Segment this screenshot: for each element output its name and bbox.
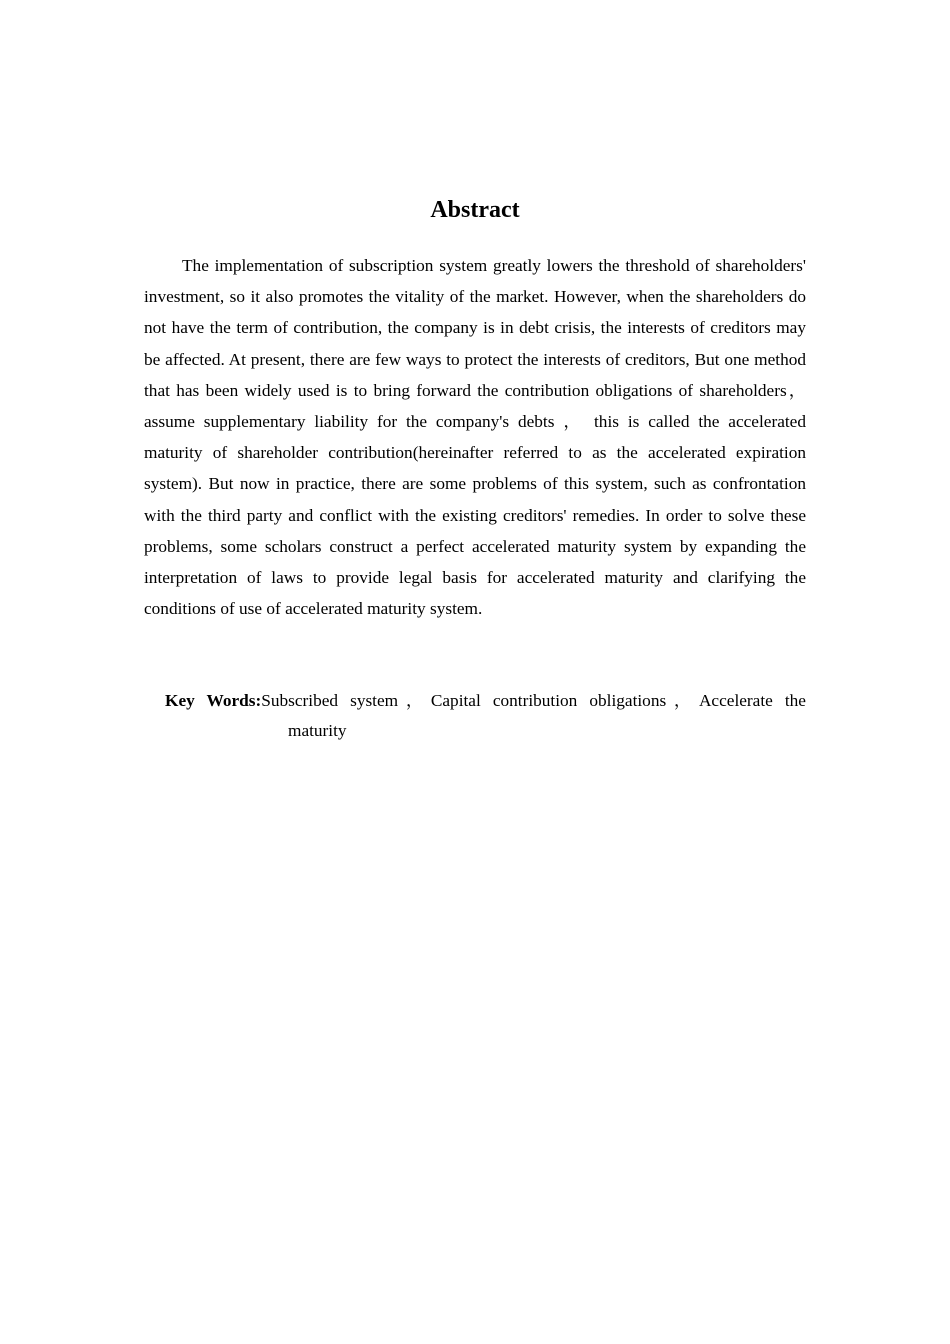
keywords-text: Subscribed system，Capital contribution obligations，Accelerate the xyxy=(261,691,806,710)
abstract-body: The implementation of subscription system greatly lowers the threshold of shareholders' investment, so it also promotes the vitality of the market. However, when the shareholders do not have the term of contribution, the company is in debt crisis, the interests of creditors may be affected. At present, there are few ways to protect the interests of creditors, But one method that has been widely used is to bring forward the contribution obligations of shareholders， assume supplementary liability for the company's debts ， this is called the accelerated maturity of shareholder contribution(hereinafter referred to as the accelerated expiration system). But now in practice, there are some problems of this system, such as confrontation with the third party and conflict with the existing creditors' remedies. In order to solve these problems, some scholars construct a perfect accelerated maturity system by expanding the interpretation of laws to provide legal basis for accelerated maturity and clarifying the conditions of use of accelerated maturity system. xyxy=(144,256,806,619)
keywords-label: Key Words: xyxy=(165,691,262,710)
keywords-line xyxy=(165,686,806,716)
keywords-continuation: maturity xyxy=(288,721,347,740)
abstract-title: Abstract xyxy=(430,197,520,223)
